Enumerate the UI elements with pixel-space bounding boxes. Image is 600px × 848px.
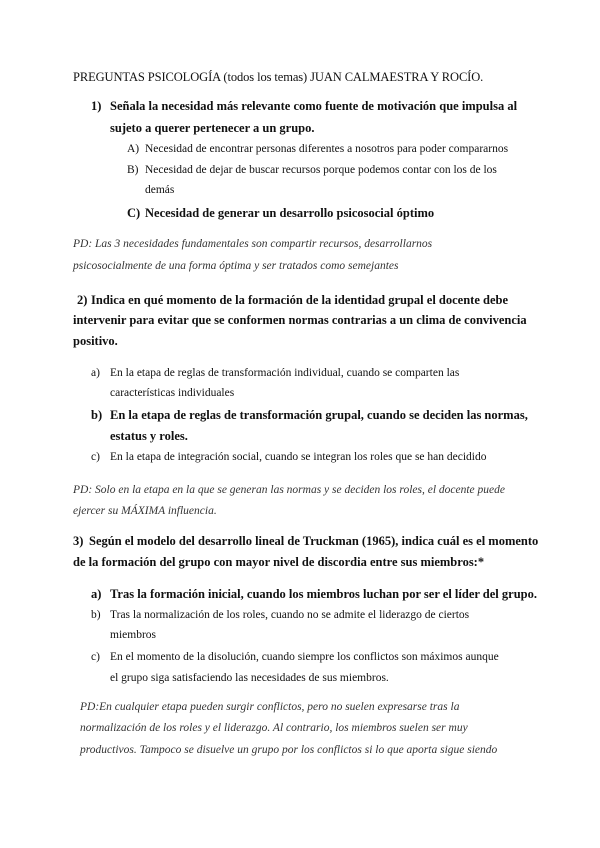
- question-1-option-b-text: Necesidad de dejar de buscar recursos porque podemos contar con los de los: [145, 164, 497, 176]
- question-1-option-a-marker: A): [127, 143, 140, 155]
- question-2-text-line: intervenir para evitar que se conformen normas contrarias a un clima de convivencia: [73, 313, 527, 327]
- question-2-option-a-text: características individuales: [110, 387, 235, 399]
- question-3-text-line: Según el modelo del desarrollo lineal de Truckman (1965), indica cuál es el momento: [89, 534, 539, 548]
- question-2-text-line: positivo.: [73, 334, 118, 348]
- question-2-option-c-marker: c): [91, 451, 100, 463]
- question-3-option-c-marker: c): [91, 651, 100, 663]
- document-title: PREGUNTAS PSICOLOGÍA (todos los temas) JUAN CALMAESTRA Y ROCÍO.: [73, 70, 484, 84]
- question-3-option-c-text: el grupo siga satisfaciendo las necesidades de sus miembros.: [110, 672, 389, 684]
- question-2-number: 2): [77, 293, 88, 307]
- question-1-note: PD: Las 3 necesidades fundamentales son compartir recursos, desarrollarnos: [73, 238, 433, 250]
- question-2-option-c-text: En la etapa de integración social, cuando se integran los roles que se han decidido: [110, 451, 487, 463]
- question-1-option-c-text: Necesidad de generar un desarrollo psicosocial óptimo: [145, 206, 435, 220]
- question-3-note: PD:En cualquier etapa pueden surgir conflictos, pero no suelen expresarse tras la: [80, 701, 460, 713]
- question-2-note: PD: Solo en la etapa en la que se generan las normas y se deciden los roles, el docente puede: [73, 484, 505, 496]
- question-3-option-b-text: Tras la normalización de los roles, cuando no se admite el liderazgo de ciertos: [110, 609, 470, 621]
- question-2-option-b-text: En la etapa de reglas de transformación grupal, cuando se deciden las normas,: [110, 408, 528, 422]
- question-3-text-line: de la formación del grupo con mayor nivel de discordia entre sus miembros:*: [73, 555, 485, 569]
- question-2-option-a-text: En la etapa de reglas de transformación individual, cuando se comparten las: [110, 367, 460, 379]
- question-1-text-line: Señala la necesidad más relevante como fuente de motivación que impulsa al: [110, 99, 518, 113]
- question-2-option-b-text: estatus y roles.: [110, 429, 188, 443]
- question-3-option-c-text: En el momento de la disolución, cuando siempre los conflictos son máximos aunque: [110, 651, 499, 663]
- question-3-number: 3): [73, 534, 84, 548]
- question-3-note: productivos. Tampoco se disuelve un grupo por los conflictos si lo que aporta sigue siendo: [80, 744, 498, 756]
- question-2-note: ejercer su MÁXIMA influencia.: [73, 505, 217, 517]
- question-3-option-a-text: Tras la formación inicial, cuando los miembros luchan por ser el líder del grupo.: [110, 587, 537, 601]
- question-1-number: 1): [91, 99, 102, 113]
- question-3-option-b-marker: b): [91, 609, 101, 621]
- question-3-note: normalización de los roles y el liderazgo. Al contrario, los miembros suelen ser muy: [80, 722, 468, 734]
- question-2-text-line: Indica en qué momento de la formación de la identidad grupal el docente debe: [91, 293, 509, 307]
- question-1-text-line: sujeto a querer pertenecer a un grupo.: [110, 121, 315, 135]
- question-1-option-c-marker: C): [127, 206, 141, 220]
- question-2-option-a-marker: a): [91, 367, 100, 379]
- question-3-option-a-marker: a): [91, 587, 102, 601]
- question-1-option-b-marker: B): [127, 164, 139, 176]
- question-3-option-b-text: miembros: [110, 629, 156, 641]
- question-1-note: psicosocialmente de una forma óptima y ser tratados como semejantes: [73, 260, 399, 272]
- question-1-option-b-text: demás: [145, 184, 175, 196]
- question-1-option-a-text: Necesidad de encontrar personas diferentes a nosotros para poder compararnos: [145, 143, 509, 155]
- question-2-option-b-marker: b): [91, 408, 103, 422]
